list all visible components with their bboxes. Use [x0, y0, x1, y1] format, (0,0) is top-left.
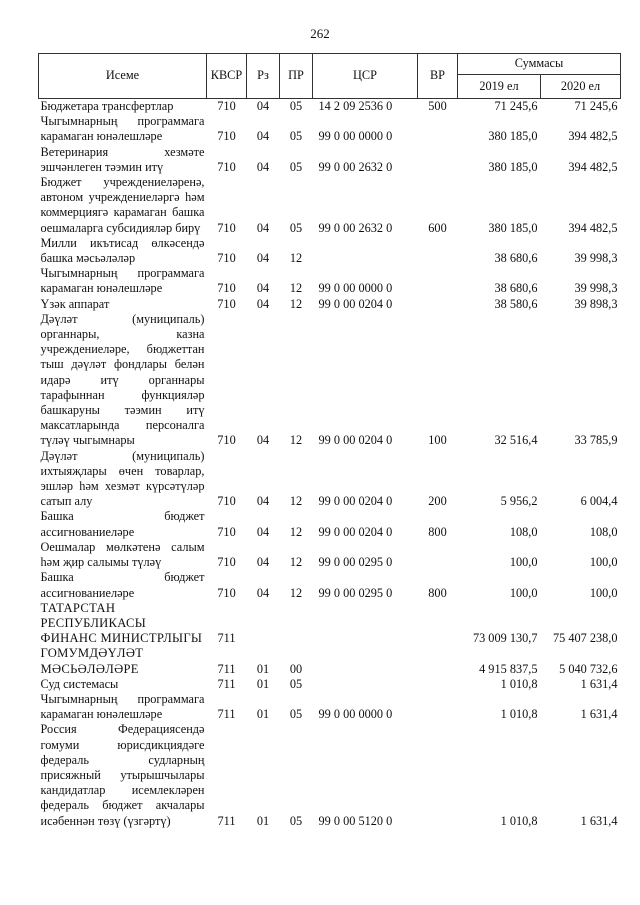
- table-row: [39, 570, 621, 600]
- budget-table: [38, 53, 621, 829]
- row-pr: [280, 601, 313, 647]
- row-csr: [313, 646, 418, 676]
- row-pr: 05: [289, 813, 303, 828]
- row-sum-2019: 38 580,6: [494, 296, 538, 311]
- row-vr: [418, 692, 458, 722]
- row-csr: [313, 236, 418, 266]
- row-pr: 12: [289, 524, 303, 539]
- row-name: ГОМУМДӘҮЛӘТ МӘСЬӘЛӘЛӘРЕ: [40, 646, 144, 676]
- row-pr: 12: [289, 251, 303, 266]
- row-rz: 04: [256, 281, 270, 296]
- row-sum-2019: 4 915 837,5: [479, 661, 538, 676]
- row-name: Дәүләт (муниципаль) ихтыяҗлары өчен товарлар, эшләр һәм хезмәт күрсәтүләр сатып алу: [40, 448, 205, 509]
- table-row: [39, 236, 621, 266]
- row-vr: [418, 540, 458, 570]
- row-sum-2019: 38 680,6: [494, 251, 538, 266]
- row-name: Оешмалар мөлкәтенә салым һәм җир салымы түләү: [40, 539, 205, 570]
- row-name: Россия Федерациясендә гомуми юрисдикциядәге федераль судларның присяжный утырышчылары кандидатлар исемлекләрен федераль бюджет акчалары исәбеннән төзү (үзгәртү): [40, 722, 205, 828]
- header-pr: ПР: [280, 54, 313, 99]
- row-csr: 99 0 00 0000 0: [318, 281, 393, 296]
- table-row: [39, 509, 621, 539]
- row-rz: 04: [256, 220, 270, 235]
- row-name: ТАТАРСТАН РЕСПУБЛИКАСЫ ФИНАНС МИНИСТРЛЫГЫ: [40, 600, 203, 646]
- table-row: [39, 646, 621, 676]
- row-sum-2019: 38 680,6: [494, 281, 538, 296]
- row-sum-2019: 380 185,0: [488, 159, 538, 174]
- row-kvsr: 710: [217, 129, 236, 144]
- row-sum-2020: 100,0: [589, 555, 618, 570]
- row-pr: 05: [289, 99, 303, 113]
- row-rz: 04: [256, 585, 270, 600]
- row-rz: 01: [256, 813, 270, 828]
- table-row: [39, 99, 621, 115]
- row-sum-2020: 39 998,3: [574, 251, 618, 266]
- row-csr: 99 0 00 0204 0: [318, 433, 393, 448]
- row-name: Үзәк аппарат: [40, 296, 110, 311]
- row-csr: 99 0 00 0204 0: [318, 494, 393, 509]
- page-number: 262: [310, 26, 330, 41]
- row-vr: [418, 114, 458, 144]
- header-year-2020: 2020 ел: [541, 75, 621, 99]
- row-vr: [418, 145, 458, 175]
- row-rz: 04: [256, 555, 270, 570]
- row-sum-2019: 5 956,2: [500, 494, 538, 509]
- row-sum-2019: 380 185,0: [488, 220, 538, 235]
- row-pr: 12: [289, 555, 303, 570]
- row-vr: [418, 601, 458, 647]
- row-csr: 99 0 00 0295 0: [318, 555, 393, 570]
- row-name: Милли икътисад өлкәсендә башка мәсьәләләр: [40, 235, 205, 266]
- row-name: Бюджетара трансфертлар: [40, 99, 174, 113]
- row-rz: 04: [256, 99, 270, 113]
- table-row: [39, 677, 621, 692]
- row-sum-2020: 394 482,5: [568, 159, 618, 174]
- row-csr: 99 0 00 0295 0: [318, 585, 393, 600]
- table-row: [39, 312, 621, 449]
- row-rz: 01: [256, 661, 270, 676]
- header-name: Исеме: [39, 54, 207, 99]
- row-sum-2020: 71 245,6: [574, 99, 618, 113]
- row-kvsr: 711: [217, 813, 236, 828]
- row-kvsr: 711: [217, 661, 236, 676]
- row-sum-2020: 100,0: [589, 585, 618, 600]
- row-sum-2019: 100,0: [509, 555, 538, 570]
- row-sum-2019: 1 010,8: [500, 813, 538, 828]
- row-rz: 04: [256, 251, 270, 266]
- row-sum-2019: 73 009 130,7: [472, 631, 538, 646]
- table-row: [39, 722, 621, 828]
- row-name: Дәүләт (муниципаль) органнары, казна учреждениеләре, бюджеттан тыш дәүләт фондлары белән идарә итү органнары тарафыннан функцияләр башкаруны тәэмин итү максатларында персоналга түләү чыгымнары: [40, 311, 205, 448]
- row-kvsr: 710: [217, 433, 236, 448]
- row-sum-2020: 39 898,3: [574, 296, 618, 311]
- row-rz: 04: [256, 296, 270, 311]
- row-kvsr: 710: [217, 251, 236, 266]
- row-sum-2020: 108,0: [589, 524, 618, 539]
- table-header: [39, 54, 621, 99]
- row-name: Суд системасы: [40, 676, 119, 691]
- row-rz: 04: [256, 433, 270, 448]
- row-sum-2019: 71 245,6: [494, 99, 538, 113]
- header-sums: Суммасы: [458, 54, 621, 75]
- row-kvsr: 710: [217, 220, 236, 235]
- row-kvsr: 710: [217, 281, 236, 296]
- row-vr: 500: [428, 99, 447, 113]
- row-sum-2020: 39 998,3: [574, 281, 618, 296]
- row-sum-2020: 1 631,4: [580, 813, 618, 828]
- row-sum-2019: 108,0: [509, 524, 538, 539]
- row-vr: [418, 722, 458, 828]
- table-row: [39, 297, 621, 312]
- table-row: [39, 145, 621, 175]
- row-vr: 200: [428, 494, 447, 509]
- row-csr: [313, 677, 418, 692]
- row-csr: 14 2 09 2536 0: [318, 99, 393, 113]
- row-pr: 05: [289, 676, 303, 691]
- row-sum-2019: 32 516,4: [494, 433, 538, 448]
- row-csr: 99 0 00 0000 0: [318, 129, 393, 144]
- row-pr: 05: [289, 159, 303, 174]
- row-rz: 04: [256, 524, 270, 539]
- row-csr: 99 0 00 0000 0: [318, 707, 393, 722]
- header-rz: Рз: [247, 54, 280, 99]
- row-kvsr: 710: [217, 524, 236, 539]
- row-kvsr: 710: [217, 555, 236, 570]
- row-pr: 05: [289, 220, 303, 235]
- row-kvsr: 710: [217, 159, 236, 174]
- table-row: [39, 601, 621, 647]
- row-rz: 01: [256, 707, 270, 722]
- row-pr: 12: [289, 585, 303, 600]
- row-csr: [313, 601, 418, 647]
- row-rz: [247, 601, 280, 647]
- row-sum-2019: 380 185,0: [488, 129, 538, 144]
- row-pr: 05: [289, 707, 303, 722]
- row-vr: [418, 297, 458, 312]
- row-csr: 99 0 00 5120 0: [318, 813, 393, 828]
- row-vr: 600: [428, 220, 447, 235]
- row-pr: 12: [289, 296, 303, 311]
- row-vr: 100: [428, 433, 447, 448]
- row-sum-2020: 6 004,4: [580, 494, 618, 509]
- header-vr: ВР: [418, 54, 458, 99]
- row-name: Чыгымнарның программага карамаган юнәлешләре: [40, 114, 205, 144]
- row-vr: 800: [428, 585, 447, 600]
- row-kvsr: 710: [217, 585, 236, 600]
- row-sum-2019: 1 010,8: [500, 676, 538, 691]
- row-sum-2020: 394 482,5: [568, 220, 618, 235]
- row-rz: 04: [256, 159, 270, 174]
- table-row: [39, 266, 621, 296]
- row-csr: 99 0 00 2632 0: [318, 159, 393, 174]
- row-sum-2019: 100,0: [509, 585, 538, 600]
- row-vr: [418, 236, 458, 266]
- header-csr: ЦСР: [313, 54, 418, 99]
- row-rz: 04: [256, 494, 270, 509]
- row-sum-2020: 75 407 238,0: [552, 631, 618, 646]
- table-row: [39, 175, 621, 236]
- row-kvsr: 711: [217, 676, 236, 691]
- row-kvsr: 710: [217, 494, 236, 509]
- row-csr: 99 0 00 0204 0: [318, 296, 393, 311]
- row-name: Башка бюджет ассигнованиеләре: [40, 570, 205, 600]
- row-pr: 05: [289, 129, 303, 144]
- row-pr: 12: [289, 494, 303, 509]
- row-kvsr: 711: [217, 631, 236, 646]
- header-kvsr: КВСР: [207, 54, 247, 99]
- table-row: [39, 449, 621, 510]
- row-sum-2020: 394 482,5: [568, 129, 618, 144]
- row-rz: 04: [256, 129, 270, 144]
- row-name: Чыгымнарның программага карамаган юнәлешләре: [40, 266, 205, 296]
- row-rz: 01: [256, 676, 270, 691]
- row-name: Чыгымнарның программага карамаган юнәлешләре: [40, 691, 205, 722]
- row-kvsr: 710: [217, 296, 236, 311]
- header-year-2019: 2019 ел: [458, 75, 541, 99]
- row-kvsr: 710: [217, 99, 236, 113]
- row-csr: 99 0 00 2632 0: [318, 220, 393, 235]
- row-vr: [418, 677, 458, 692]
- row-sum-2019: 1 010,8: [500, 707, 538, 722]
- table-row: [39, 114, 621, 144]
- table-row: [39, 540, 621, 570]
- row-vr: [418, 646, 458, 676]
- row-vr: 800: [428, 524, 447, 539]
- row-kvsr: 711: [217, 707, 236, 722]
- table-row: [39, 692, 621, 722]
- row-sum-2020: 1 631,4: [580, 707, 618, 722]
- row-sum-2020: 5 040 732,6: [559, 661, 618, 676]
- row-name: Бюджет учреждениеләренә, автоном учреждениеләргә һәм коммерциягә карамаган башка оешмаларга субсидияләр бирү: [40, 175, 205, 235]
- table-body: [39, 99, 621, 829]
- row-pr: 12: [289, 433, 303, 448]
- row-pr: 00: [289, 661, 303, 676]
- row-sum-2020: 33 785,9: [574, 433, 618, 448]
- row-sum-2020: 1 631,4: [580, 676, 618, 691]
- row-csr: 99 0 00 0204 0: [318, 524, 393, 539]
- row-pr: 12: [289, 281, 303, 296]
- row-name: Ветеринария хезмәте эшчәнлеген тәэмин итү: [40, 144, 205, 174]
- row-name: Башка бюджет ассигнованиеләре: [40, 509, 205, 539]
- row-vr: [418, 266, 458, 296]
